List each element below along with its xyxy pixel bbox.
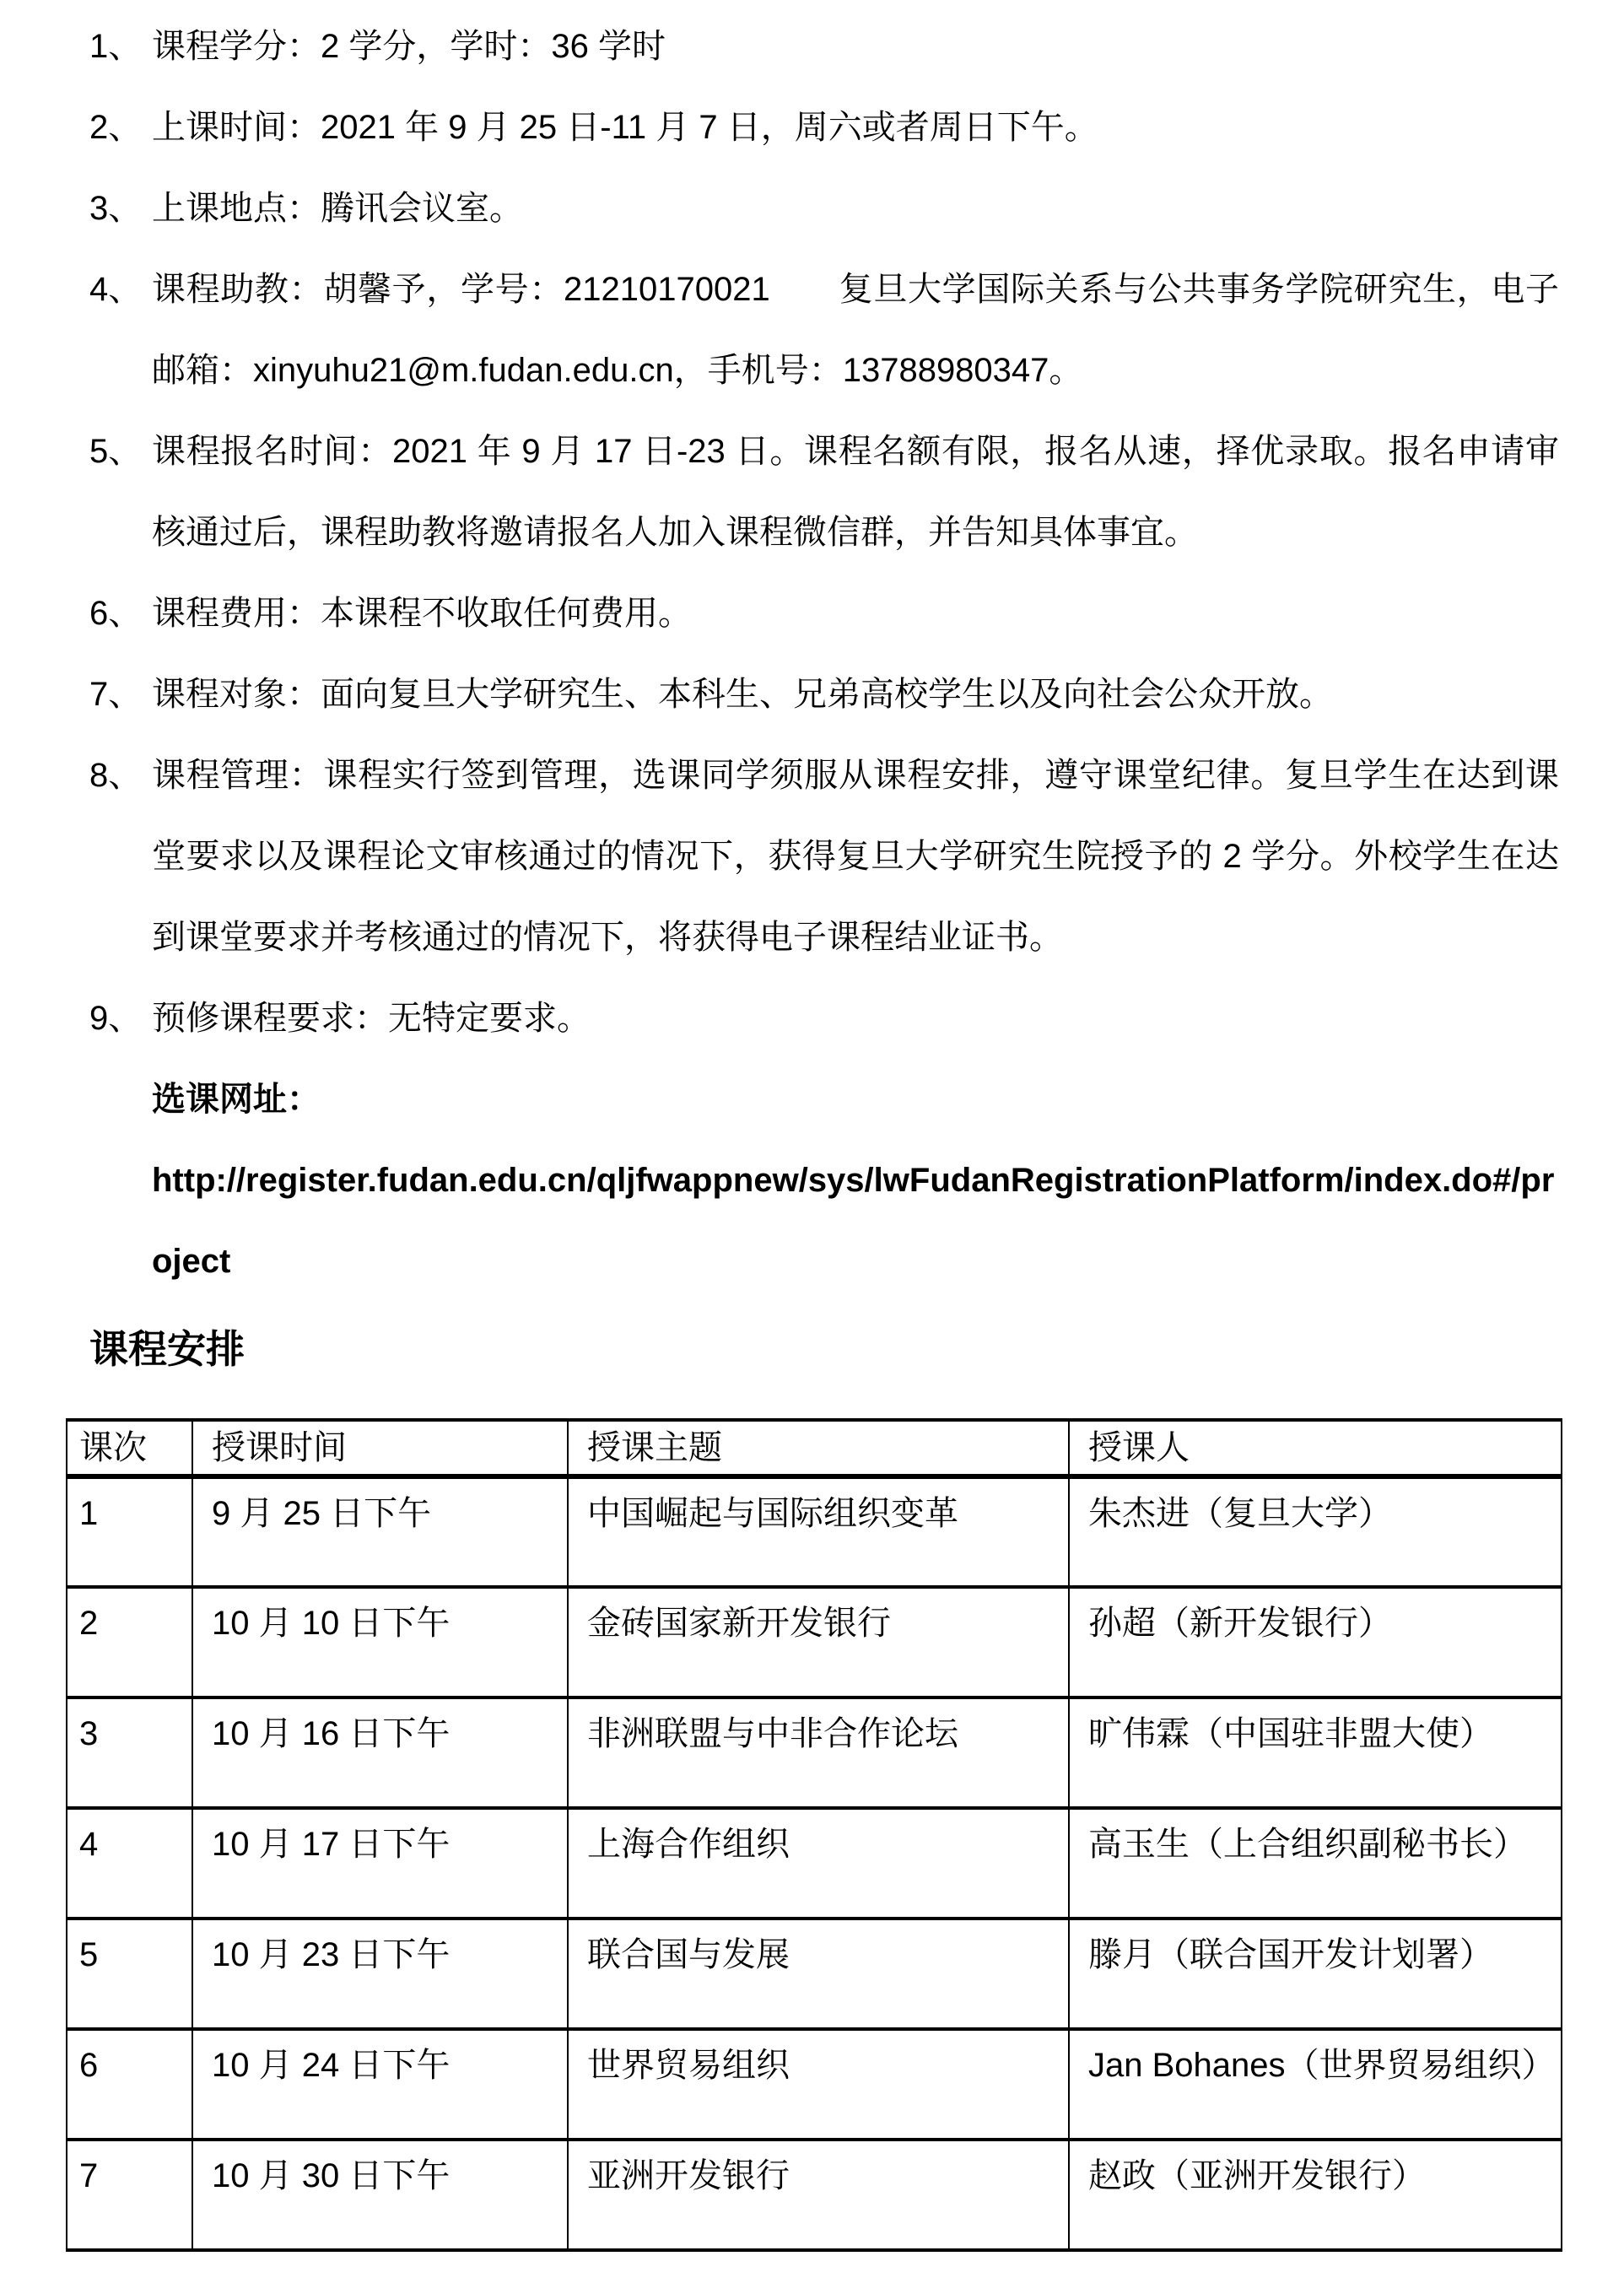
cell-topic: 联合国与发展 [568,1919,1069,2029]
cell-lecturer: 赵政（亚洲开发银行） [1069,2140,1562,2250]
cell-time: 10 月 30 日下午 [192,2140,568,2250]
item-number: 8、 [89,757,143,794]
table-row [67,1587,1562,1697]
column-header-session: 课次 [67,1420,192,1476]
cell-lecturer: 旷伟霖（中国驻非盟大使） [1069,1697,1562,1808]
cell-session: 5 [67,1919,192,2029]
cell-time: 10 月 16 日下午 [192,1697,568,1808]
list-item [89,411,1559,573]
item-number: 6、 [89,595,143,632]
table-header-row [67,1420,1562,1476]
cell-lecturer: 滕月（联合国开发计划署） [1069,1919,1562,2029]
list-item [89,735,1559,978]
item-text: 课程费用：本课程不收取任何费用。 [152,595,692,632]
cell-time: 9 月 25 日下午 [192,1476,568,1587]
cell-topic: 非洲联盟与中非合作论坛 [568,1697,1069,1808]
list-item [89,168,1559,249]
list-item [89,573,1559,654]
registration-label: 选课网址： [152,1081,321,1118]
table-row [67,2029,1562,2140]
cell-lecturer: 朱杰进（复旦大学） [1069,1476,1562,1587]
column-header-lecturer: 授课人 [1069,1420,1562,1476]
cell-session: 7 [67,2140,192,2250]
table-row [67,2140,1562,2250]
cell-time: 10 月 17 日下午 [192,1808,568,1919]
cell-topic: 世界贸易组织 [568,2029,1069,2140]
item-text: 预修课程要求：无特定要求。 [152,1000,591,1037]
item-number: 3、 [89,190,143,227]
column-header-topic: 授课主题 [568,1420,1069,1476]
cell-lecturer: 孙超（新开发银行） [1069,1587,1562,1697]
course-info-list [0,6,1624,1059]
cell-time: 10 月 10 日下午 [192,1587,568,1697]
schedule-title: 课程安排 [89,1327,245,1371]
item-number: 5、 [89,433,143,470]
cell-session: 2 [67,1587,192,1697]
column-header-time: 授课时间 [192,1420,568,1476]
table-row [67,1808,1562,1919]
item-number: 7、 [89,676,143,713]
item-text: 上课地点：腾讯会议室。 [152,190,523,227]
cell-session: 1 [67,1476,192,1587]
item-text: 课程报名时间：2021 年 9 月 17 日-23 日。课程名额有限，报名从速，择优录取。报名申请审核通过后，课程助教将邀请报名人加入课程微信群，并告知具体事宜。 [152,433,1559,551]
item-text: 上课时间：2021 年 9 月 25 日-11 月 7 日，周六或者周日下午。 [152,109,1098,146]
cell-topic: 上海合作组织 [568,1808,1069,1919]
item-number: 2、 [89,109,143,146]
schedule-table [66,1418,1562,2252]
item-number: 9、 [89,1000,143,1037]
cell-session: 6 [67,2029,192,2140]
list-item [89,249,1559,411]
list-item [89,654,1559,735]
table-row [67,1697,1562,1808]
cell-session: 4 [67,1808,192,1919]
list-item [89,978,1559,1059]
item-text: 课程助教：胡馨予，学号：21210170021 复旦大学国际关系与公共事务学院研究生，电子邮箱：xinyuhu21@m.fudan.edu.cn，手机号：13788980347。 [152,271,1559,389]
table-row [67,1476,1562,1587]
cell-topic: 亚洲开发银行 [568,2140,1069,2250]
item-number: 4、 [89,271,143,308]
registration-block [152,1059,1559,1302]
item-text: 课程对象：面向复旦大学研究生、本科生、兄弟高校学生以及向社会公众开放。 [152,676,1333,713]
cell-lecturer: 高玉生（上合组织副秘书长） [1069,1808,1562,1919]
item-text: 课程管理：课程实行签到管理，选课同学须服从课程安排，遵守课堂纪律。复旦学生在达到课堂要求以及课程论文审核通过的情况下，获得复旦大学研究生院授予的 2 学分。外校学生在达到课堂要求并考核通过的情况下，将获得电子课程结业证书。 [152,757,1559,956]
table-row [67,1919,1562,2029]
cell-topic: 金砖国家新开发银行 [568,1587,1069,1697]
cell-time: 10 月 23 日下午 [192,1919,568,2029]
cell-session: 3 [67,1697,192,1808]
list-item [89,6,1559,87]
cell-lecturer: Jan Bohanes（世界贸易组织） [1069,2029,1562,2140]
list-item [89,87,1559,168]
cell-topic: 中国崛起与国际组织变革 [568,1476,1069,1587]
cell-time: 10 月 24 日下午 [192,2029,568,2140]
registration-url: http://register.fudan.edu.cn/qljfwappnew/sys/lwFudanRegistrationPlatform/index.do#/project [152,1162,1555,1280]
item-number: 1、 [89,28,143,65]
item-text: 课程学分：2 学分，学时：36 学时 [152,28,666,65]
